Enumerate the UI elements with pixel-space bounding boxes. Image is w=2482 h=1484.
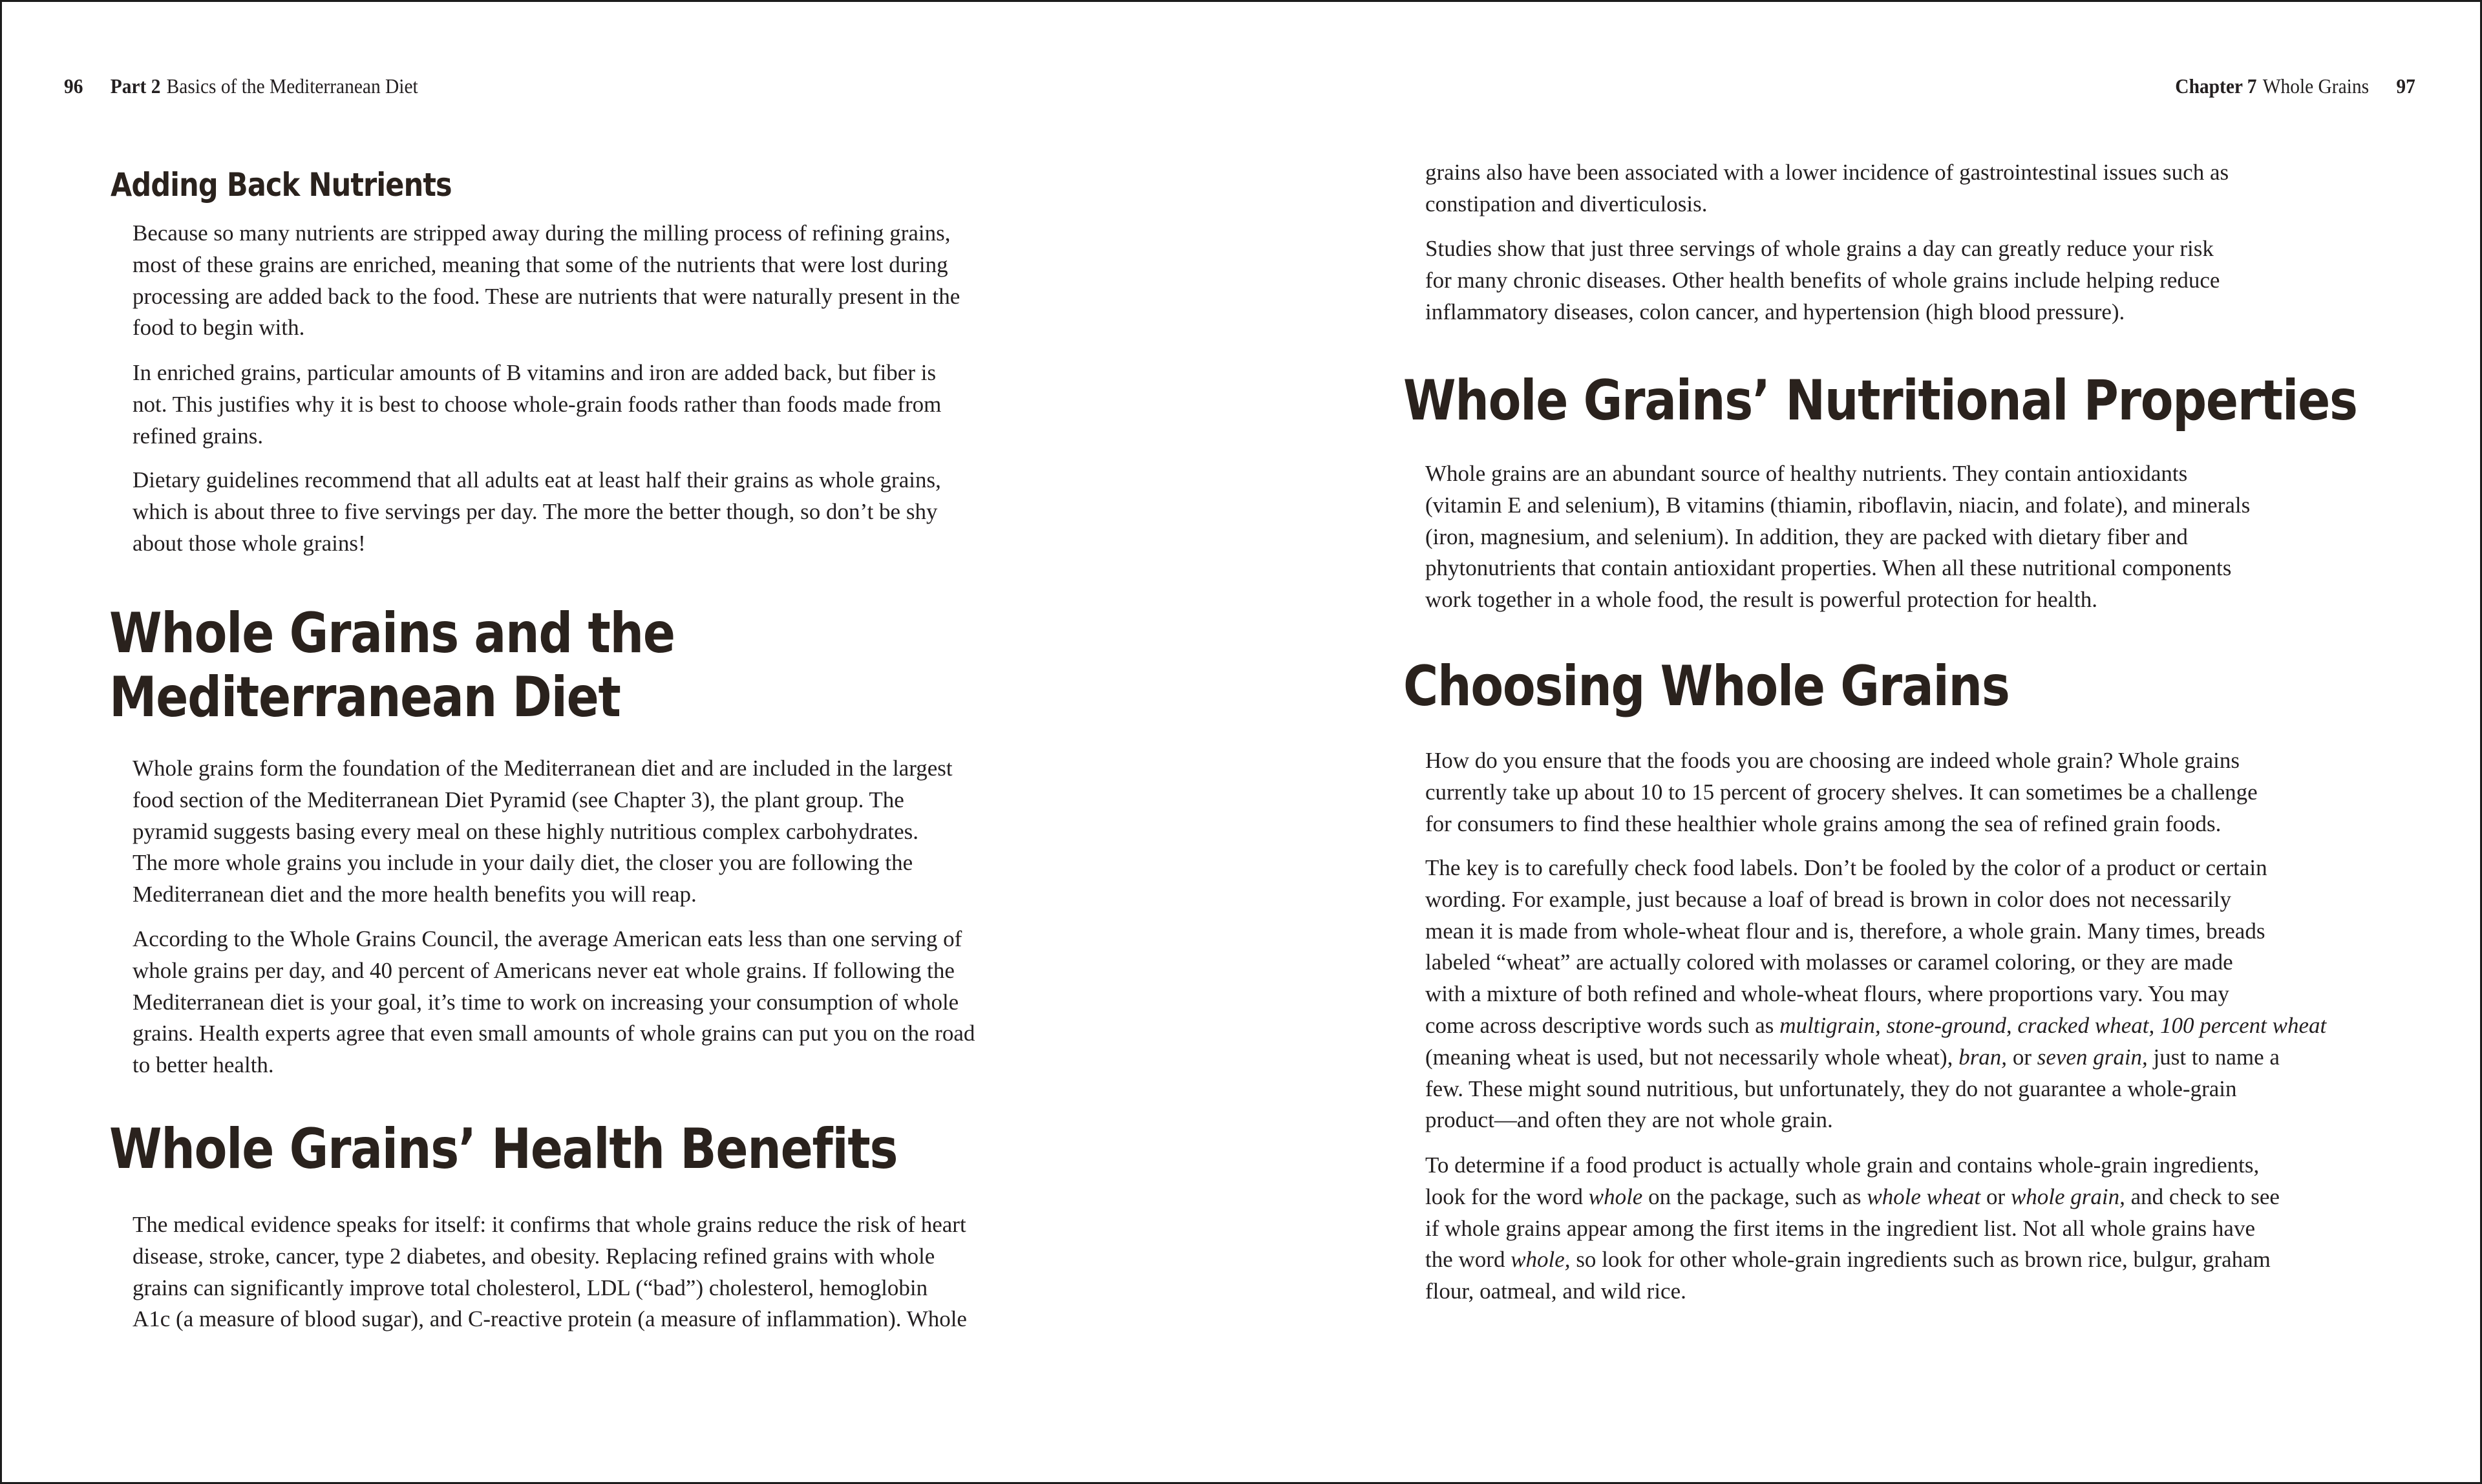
text-run: (meaning wheat is used, but not necessarily whole wheat), [1425,1044,1959,1070]
text-line: about those whole grains! [133,530,366,556]
text-line: How do you ensure that the foods you are choosing are indeed whole grain? Whole grains [1425,748,2240,773]
text-line: Mediterranean diet is your goal, it’s time to work on increasing your consumption of whole [133,989,959,1015]
text-line: Because so many nutrients are stripped away during the milling process of refining grains, [133,220,951,246]
paragraph [133,753,953,911]
italic-term: whole [1588,1183,1643,1209]
text-run: just to name a [2147,1044,2280,1070]
heading-line: Whole Grains and the [109,601,675,666]
italic-term: whole grain, [2010,1183,2125,1209]
italic-term: seven grain, [2037,1044,2148,1070]
text-run: or [1980,1183,2011,1209]
section-heading-whole-grains-mediterranean [109,602,675,730]
running-head-left [64,74,418,98]
text-line: with a mixture of both refined and whole-wheat flours, where proportions vary. You may [1425,981,2229,1007]
text-run: and check to see [2125,1183,2280,1209]
page-number: 97 [2396,74,2415,98]
chapter-label: Chapter 7 [2175,74,2257,98]
text-line: (iron, magnesium, and selenium). In addition, they are packed with dietary fiber and [1425,524,2188,549]
text-line: To determine if a food product is actually whole grain and contains whole-grain ingredients, [1425,1152,2260,1178]
text-line: The key is to carefully check food labels. Don’t be fooled by the color of a product or certain [1425,855,2267,880]
text-line [1425,1010,2326,1042]
paragraph [133,218,960,344]
text-line: grains. Health experts agree that even small amounts of whole grains can put you on the road [133,1021,975,1046]
text-line: disease, stroke, cancer, type 2 diabetes, and obesity. Replacing refined grains with whole [133,1243,935,1269]
page-number: 96 [64,74,83,98]
paragraph [1425,853,2326,1136]
text-line: not. This justifies why it is best to choose whole-grain foods rather than foods made from [133,391,942,417]
paragraph [1425,233,2220,328]
paragraph [1425,1150,2280,1308]
text-line [1425,1244,2280,1276]
part-title: Basics of the Mediterranean Diet [166,74,418,98]
text-line: food to begin with. [133,315,305,341]
text-line: Mediterranean diet and the more health benefits you will reap. [133,882,697,907]
text-line: food section of the Mediterranean Diet Pyramid (see Chapter 3), the plant group. The [133,787,904,812]
text-line: Studies show that just three servings of whole grains a day can greatly reduce your risk [1425,236,2214,261]
paragraph [133,924,975,1081]
running-head-right [2176,74,2415,98]
section-heading-choosing-whole-grains: Choosing Whole Grains [1403,654,2010,719]
text-line: constipation and diverticulosis. [1425,191,1708,217]
text-line: In enriched grains, particular amounts of B vitamins and iron are added back, but fiber is [133,360,937,385]
text-line: flour, oatmeal, and wild rice. [1425,1278,1686,1304]
section-heading-nutritional-properties: Whole Grains’ Nutritional Properties [1403,368,2357,433]
text-run: so look for other whole-grain ingredients such as brown rice, bulgur, graham [1570,1247,2271,1273]
text-line: grains can significantly improve total cholesterol, LDL (“bad”) cholesterol, hemoglobin [133,1275,928,1300]
text-line: According to the Whole Grains Council, the average American eats less than one serving of [133,926,962,951]
left-page [2,2,1230,1482]
italic-term: whole wheat [1867,1183,1981,1209]
text-line [1425,1182,2280,1213]
text-run: or [2007,1044,2037,1070]
right-page [1230,2,2480,1482]
text-line: work together in a whole food, the result is powerful protection for health. [1425,587,2097,613]
text-line: for many chronic diseases. Other health benefits of whole grains include helping reduce [1425,267,2220,293]
chapter-title: Whole Grains [2262,74,2370,98]
paragraph [133,465,941,559]
paragraph [1425,458,2250,616]
section-heading-health-benefits: Whole Grains’ Health Benefits [109,1117,898,1182]
italic-term: bran, [1958,1044,2008,1070]
text-line: if whole grains appear among the first items in the ingredient list. Not all whole grains have [1425,1215,2255,1241]
text-line [1425,1042,2326,1074]
text-line: labeled “wheat” are actually colored with molasses or caramel coloring, or they are made [1425,949,2233,975]
paragraph [133,1209,967,1335]
text-line: mean it is made from whole-wheat flour and is, therefore, a whole grain. Many times, breads [1425,918,2265,944]
text-line: phytonutrients that contain antioxidant properties. When all these nutritional components [1425,555,2232,581]
text-line: product—and often they are not whole grain. [1425,1107,1833,1133]
text-line: wording. For example, just because a loaf of bread is brown in color does not necessarily [1425,886,2232,912]
text-line: for consumers to find these healthier whole grains among the sea of refined grain foods. [1425,811,2222,836]
text-line: Dietary guidelines recommend that all adults eat at least half their grains as whole grains, [133,467,941,493]
text-line: processing are added back to the food. These are nutrients that were naturally present in the [133,283,960,309]
text-line: which is about three to five servings per day. The more the better though, so don’t be shy [133,498,938,524]
text-line: The medical evidence speaks for itself: it confirms that whole grains reduce the risk of heart [133,1212,966,1237]
text-run: on the package, such as [1642,1183,1867,1209]
section-heading-adding-back-nutrients: Adding Back Nutrients [111,166,452,204]
italic-term: whole, [1511,1247,1571,1273]
text-line: currently take up about 10 to 15 percent of grocery shelves. It can sometimes be a challenge [1425,779,2258,805]
text-run: look for the word [1425,1183,1589,1209]
text-line: refined grains. [133,423,264,449]
text-line: grains also have been associated with a lower incidence of gastrointestinal issues such as [1425,160,2229,185]
italic-term: multigrain, stone-ground, cracked wheat, 100 percent wheat [1779,1012,2327,1038]
text-line: most of these grains are enriched, meaning that some of the nutrients that were lost during [133,251,948,277]
paragraph-continued [1425,157,2229,220]
heading-line: Mediterranean Diet [109,664,620,730]
text-line: A1c (a measure of blood sugar), and C-reactive protein (a measure of inflammation). Whole [133,1306,967,1332]
text-line: pyramid suggests basing every meal on these highly nutritious complex carbohydrates. [133,818,918,844]
paragraph [133,357,941,452]
text-line: Whole grains are an abundant source of healthy nutrients. They contain antioxidants [1425,461,2188,486]
text-line: The more whole grains you include in your daily diet, the closer you are following the [133,850,913,876]
text-line: few. These might sound nutritious, but unfortunately, they do not guarantee a whole-grain [1425,1076,2237,1101]
text-line: Whole grains form the foundation of the Mediterranean diet and are included in the largest [133,756,953,781]
text-line: inflammatory diseases, colon cancer, and hypertension (high blood pressure). [1425,299,2125,324]
paragraph [1425,745,2258,840]
text-line: whole grains per day, and 40 percent of Americans never eat whole grains. If following the [133,957,955,983]
text-line: (vitamin E and selenium), B vitamins (thiamin, riboflavin, niacin, and folate), and minerals [1425,492,2251,518]
text-run: come across descriptive words such as [1425,1012,1780,1038]
text-line: to better health. [133,1052,274,1078]
part-label: Part 2 [110,74,161,98]
text-run: the word [1425,1247,1511,1273]
